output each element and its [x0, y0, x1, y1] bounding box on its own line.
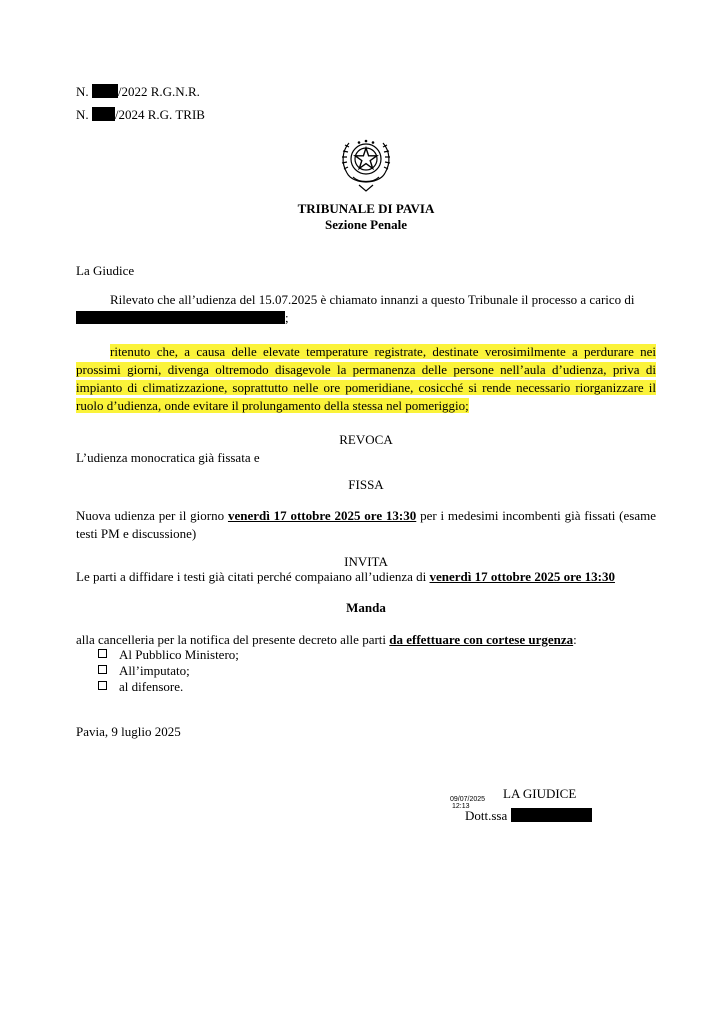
- rgtrib-prefix: N.: [76, 107, 92, 122]
- manda-paragraph: [76, 632, 577, 648]
- fissa-paragraph: [76, 507, 656, 543]
- manda-heading: Manda: [346, 600, 386, 615]
- revoca-heading: REVOCA: [339, 432, 393, 447]
- rgnr-prefix: N.: [76, 84, 92, 99]
- checkbox-icon: [98, 649, 107, 658]
- rgtrib-redaction: [92, 107, 115, 121]
- manda-bold: da effettuare con cortese urgenza: [389, 632, 574, 647]
- revoca-text: L’udienza monocratica già fissata e: [76, 450, 260, 465]
- salutation: La Giudice: [76, 263, 135, 278]
- rgtrib-line: [76, 107, 205, 123]
- rgnr-suffix: /2022 R.G.N.R.: [117, 84, 200, 99]
- ritenuto-text: ritenuto che, a causa delle elevate temperature registrate, destinate verosimilmente a perdurare nei prossimi giorni, divenga oltremodo disagevole la permanenza delle persone nell’aula d’udienza, priva di impianto di climatizzazione, soprattutto nelle ore pomeridiane, cosicché si rende necessario riorganizzare il ruolo d’udienza, onde evitare il prolungamento della stessa nel pomeriggio;: [76, 344, 656, 413]
- signature-name-redaction: [511, 808, 592, 822]
- rgtrib-suffix: /2024 R.G. TRIB: [114, 107, 205, 122]
- fissa-post: per i medesimi incombenti già fissati (esame testi PM e discussione): [76, 508, 656, 541]
- fissa-heading: FISSA: [348, 477, 384, 492]
- list-item: [98, 679, 183, 695]
- rgnr-line: [76, 84, 200, 100]
- ritenuto-paragraph: [76, 343, 656, 415]
- list-item: [98, 647, 239, 663]
- checkbox-icon: [98, 665, 107, 674]
- rgnr-redaction: [92, 84, 118, 98]
- defendant-line: [76, 310, 289, 326]
- rilevato-end: ;: [285, 310, 289, 325]
- invita-paragraph: [76, 569, 615, 585]
- signature-name-line: [465, 808, 592, 824]
- stamp-date: 09/07/2025: [450, 796, 486, 803]
- stamp-time: 12:13: [452, 803, 470, 810]
- recipient-label: al difensore.: [119, 679, 184, 694]
- defendant-redaction: [76, 311, 285, 324]
- checkbox-icon: [98, 681, 107, 690]
- fissa-pre: Nuova udienza per il giorno: [76, 508, 228, 523]
- place-date: Pavia, 9 luglio 2025: [76, 724, 181, 739]
- invita-date: venerdì 17 ottobre 2025 ore 13:30: [429, 569, 615, 584]
- invita-heading: INVITA: [344, 554, 388, 569]
- court-name: TRIBUNALE DI PAVIA: [297, 201, 435, 216]
- list-item: [98, 663, 190, 679]
- fissa-date: venerdì 17 ottobre 2025 ore 13:30: [227, 508, 417, 523]
- invita-pre: Le parti a diffidare i testi già citati perché compaiano all’udienza di: [76, 569, 430, 584]
- rilevato-line: Rilevato che all’udienza del 15.07.2025 è chiamato innanzi a questo Tribunale il processo a carico di: [110, 292, 635, 307]
- manda-end: :: [573, 632, 577, 647]
- recipient-label: Al Pubblico Ministero;: [119, 647, 239, 662]
- court-section: Sezione Penale: [325, 217, 407, 232]
- republic-emblem-icon: [337, 133, 395, 201]
- manda-pre: alla cancelleria per la notifica del presente decreto alle parti: [76, 632, 390, 647]
- signature-title: LA GIUDICE: [503, 786, 577, 801]
- signature-name-prefix: Dott.ssa: [465, 808, 508, 823]
- recipient-label: All’imputato;: [119, 663, 190, 678]
